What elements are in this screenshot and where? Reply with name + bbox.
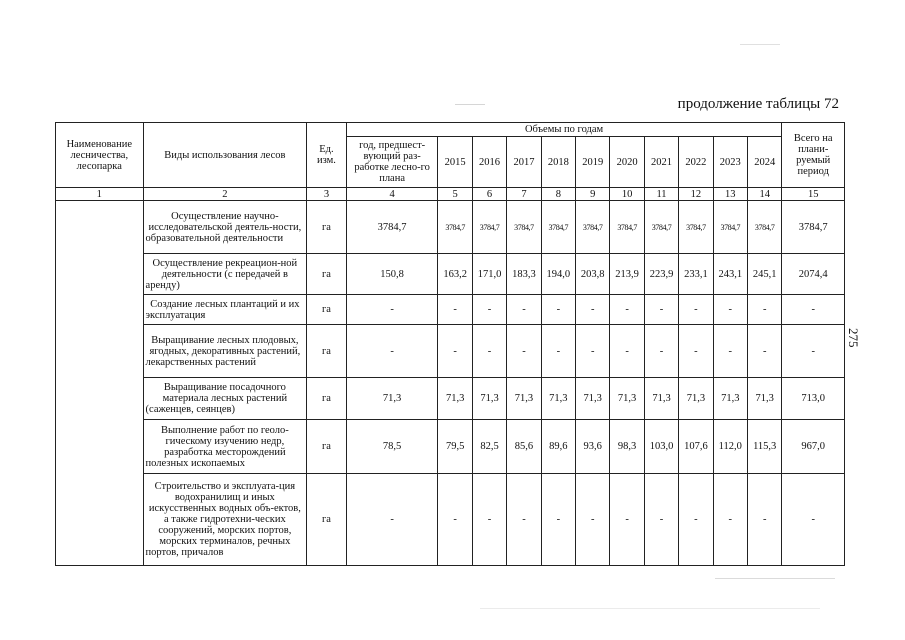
unit-cell: га (307, 295, 347, 325)
year-value-cell: 183,3 (507, 254, 541, 295)
year-value-cell: 3784,7 (679, 201, 713, 254)
table-row (56, 295, 845, 325)
year-value-cell: - (610, 295, 644, 325)
header-use-type: Виды использования лесов (143, 123, 307, 188)
year-value-cell: - (679, 325, 713, 378)
year-value-cell: 71,3 (507, 378, 541, 420)
year-value-cell: - (644, 295, 678, 325)
use-type-cell: Осуществление научно-исследовательской деятель-ности, образовательной деятельности (143, 201, 307, 254)
year-value-cell: - (438, 295, 472, 325)
year-value-cell: - (438, 325, 472, 378)
total-cell: - (782, 295, 845, 325)
year-value-cell: - (644, 474, 678, 566)
year-value-cell: 85,6 (507, 420, 541, 474)
year-value-cell: 163,2 (438, 254, 472, 295)
year-value-cell: - (507, 474, 541, 566)
year-value-cell: - (576, 474, 610, 566)
unit-cell: га (307, 325, 347, 378)
year-value-cell: - (472, 474, 506, 566)
year-value-cell: 79,5 (438, 420, 472, 474)
header-year: 2017 (507, 137, 541, 188)
prev-year-cell: - (346, 325, 438, 378)
column-number: 5 (438, 188, 472, 201)
year-value-cell: 71,3 (713, 378, 747, 420)
header-total: Всего на плани-руемый период (782, 123, 845, 188)
year-value-cell: - (507, 325, 541, 378)
table-continuation-label: продолжение таблицы 72 (677, 96, 839, 112)
year-value-cell: 71,3 (644, 378, 678, 420)
header-year: 2023 (713, 137, 747, 188)
scan-speck (480, 608, 820, 609)
year-value-cell: - (541, 474, 575, 566)
year-value-cell: - (541, 295, 575, 325)
year-value-cell: 71,3 (576, 378, 610, 420)
header-volumes-by-year: Объемы по годам (346, 123, 782, 137)
use-type-cell: Выращивание лесных плодовых, ягодных, декоративных растений, лекарственных растений (143, 325, 307, 378)
total-cell: 713,0 (782, 378, 845, 420)
header-forestry: Наименование лесничества, лесопарка (56, 123, 144, 188)
prev-year-cell: - (346, 295, 438, 325)
header-row-1 (56, 123, 845, 137)
column-number: 10 (610, 188, 644, 201)
table-row (56, 325, 845, 378)
year-value-cell: 3784,7 (747, 201, 781, 254)
year-value-cell: - (472, 295, 506, 325)
column-number: 3 (307, 188, 347, 201)
header-year: 2019 (576, 137, 610, 188)
use-type-cell: Строительство и эксплуата-ция водохранилищ и иных искусственных водных объ-ектов, а также гидротехни-ческих сооружений, морских портов, морских терминалов, речных портов, причалов (143, 474, 307, 566)
year-value-cell: - (610, 325, 644, 378)
year-value-cell: 243,1 (713, 254, 747, 295)
table-row (56, 474, 845, 566)
year-value-cell: 223,9 (644, 254, 678, 295)
page-number: 275 (846, 328, 861, 348)
column-number: 7 (507, 188, 541, 201)
total-cell: - (782, 325, 845, 378)
forestry-name-cell (56, 201, 144, 566)
scan-speck (455, 104, 485, 105)
header-year: 2021 (644, 137, 678, 188)
header-year: 2024 (747, 137, 781, 188)
year-value-cell: - (713, 474, 747, 566)
column-number: 9 (576, 188, 610, 201)
year-value-cell: 3784,7 (438, 201, 472, 254)
year-value-cell: 112,0 (713, 420, 747, 474)
use-type-cell: Выращивание посадочного материала лесных растений (саженцев, сеянцев) (143, 378, 307, 420)
total-cell: - (782, 474, 845, 566)
year-value-cell: - (747, 325, 781, 378)
header-year: 2016 (472, 137, 506, 188)
scan-speck (740, 44, 780, 45)
year-value-cell: 71,3 (610, 378, 644, 420)
year-value-cell: - (713, 295, 747, 325)
year-value-cell: 71,3 (747, 378, 781, 420)
use-type-cell: Осуществление рекреацион-ной деятельности (с передачей в аренду) (143, 254, 307, 295)
year-value-cell: 71,3 (472, 378, 506, 420)
scan-speck (715, 578, 835, 579)
year-value-cell: - (576, 325, 610, 378)
year-value-cell: 82,5 (472, 420, 506, 474)
unit-cell: га (307, 420, 347, 474)
column-number-row (56, 188, 845, 201)
column-number: 14 (747, 188, 781, 201)
prev-year-cell: - (346, 474, 438, 566)
column-number: 8 (541, 188, 575, 201)
year-value-cell: 98,3 (610, 420, 644, 474)
year-value-cell: 213,9 (610, 254, 644, 295)
header-year: 2018 (541, 137, 575, 188)
year-value-cell: 3784,7 (644, 201, 678, 254)
use-type-cell: Создание лесных плантаций и их эксплуатация (143, 295, 307, 325)
year-value-cell: 71,3 (679, 378, 713, 420)
year-value-cell: - (576, 295, 610, 325)
header-year: 2015 (438, 137, 472, 188)
prev-year-cell: 3784,7 (346, 201, 438, 254)
prev-year-cell: 78,5 (346, 420, 438, 474)
header-year: 2022 (679, 137, 713, 188)
total-cell: 967,0 (782, 420, 845, 474)
year-value-cell: 71,3 (541, 378, 575, 420)
year-value-cell: 103,0 (644, 420, 678, 474)
year-value-cell: 89,6 (541, 420, 575, 474)
prev-year-cell: 150,8 (346, 254, 438, 295)
year-value-cell: 245,1 (747, 254, 781, 295)
year-value-cell: - (644, 325, 678, 378)
header-unit: Ед. изм. (307, 123, 347, 188)
column-number: 12 (679, 188, 713, 201)
column-number: 2 (143, 188, 307, 201)
unit-cell: га (307, 254, 347, 295)
year-value-cell: - (679, 295, 713, 325)
prev-year-cell: 71,3 (346, 378, 438, 420)
year-value-cell: - (541, 325, 575, 378)
column-number: 4 (346, 188, 438, 201)
year-value-cell: - (747, 295, 781, 325)
header-year: 2020 (610, 137, 644, 188)
year-value-cell: - (472, 325, 506, 378)
forest-use-table (55, 122, 845, 566)
unit-cell: га (307, 201, 347, 254)
year-value-cell: 3784,7 (472, 201, 506, 254)
year-value-cell: 93,6 (576, 420, 610, 474)
unit-cell: га (307, 378, 347, 420)
year-value-cell: 3784,7 (507, 201, 541, 254)
header-prev-year: год, предшест-вующий раз-работке лесно-го плана (346, 137, 438, 188)
year-value-cell: 115,3 (747, 420, 781, 474)
column-number: 15 (782, 188, 845, 201)
year-value-cell: 3784,7 (576, 201, 610, 254)
column-number: 6 (472, 188, 506, 201)
year-value-cell: 171,0 (472, 254, 506, 295)
table-row (56, 420, 845, 474)
year-value-cell: - (438, 474, 472, 566)
total-cell: 2074,4 (782, 254, 845, 295)
table-row (56, 254, 845, 295)
column-number: 13 (713, 188, 747, 201)
year-value-cell: 71,3 (438, 378, 472, 420)
year-value-cell: 3784,7 (713, 201, 747, 254)
year-value-cell: - (507, 295, 541, 325)
unit-cell: га (307, 474, 347, 566)
year-value-cell: - (610, 474, 644, 566)
year-value-cell: - (747, 474, 781, 566)
table-row (56, 201, 845, 254)
year-value-cell: 107,6 (679, 420, 713, 474)
year-value-cell: 3784,7 (610, 201, 644, 254)
total-cell: 3784,7 (782, 201, 845, 254)
year-value-cell: 3784,7 (541, 201, 575, 254)
year-value-cell: - (713, 325, 747, 378)
year-value-cell: 233,1 (679, 254, 713, 295)
column-number: 11 (644, 188, 678, 201)
column-number: 1 (56, 188, 144, 201)
table-row (56, 378, 845, 420)
year-value-cell: 194,0 (541, 254, 575, 295)
year-value-cell: 203,8 (576, 254, 610, 295)
use-type-cell: Выполнение работ по геоло-гическому изучению недр, разработка месторождений полезных ископаемых (143, 420, 307, 474)
year-value-cell: - (679, 474, 713, 566)
